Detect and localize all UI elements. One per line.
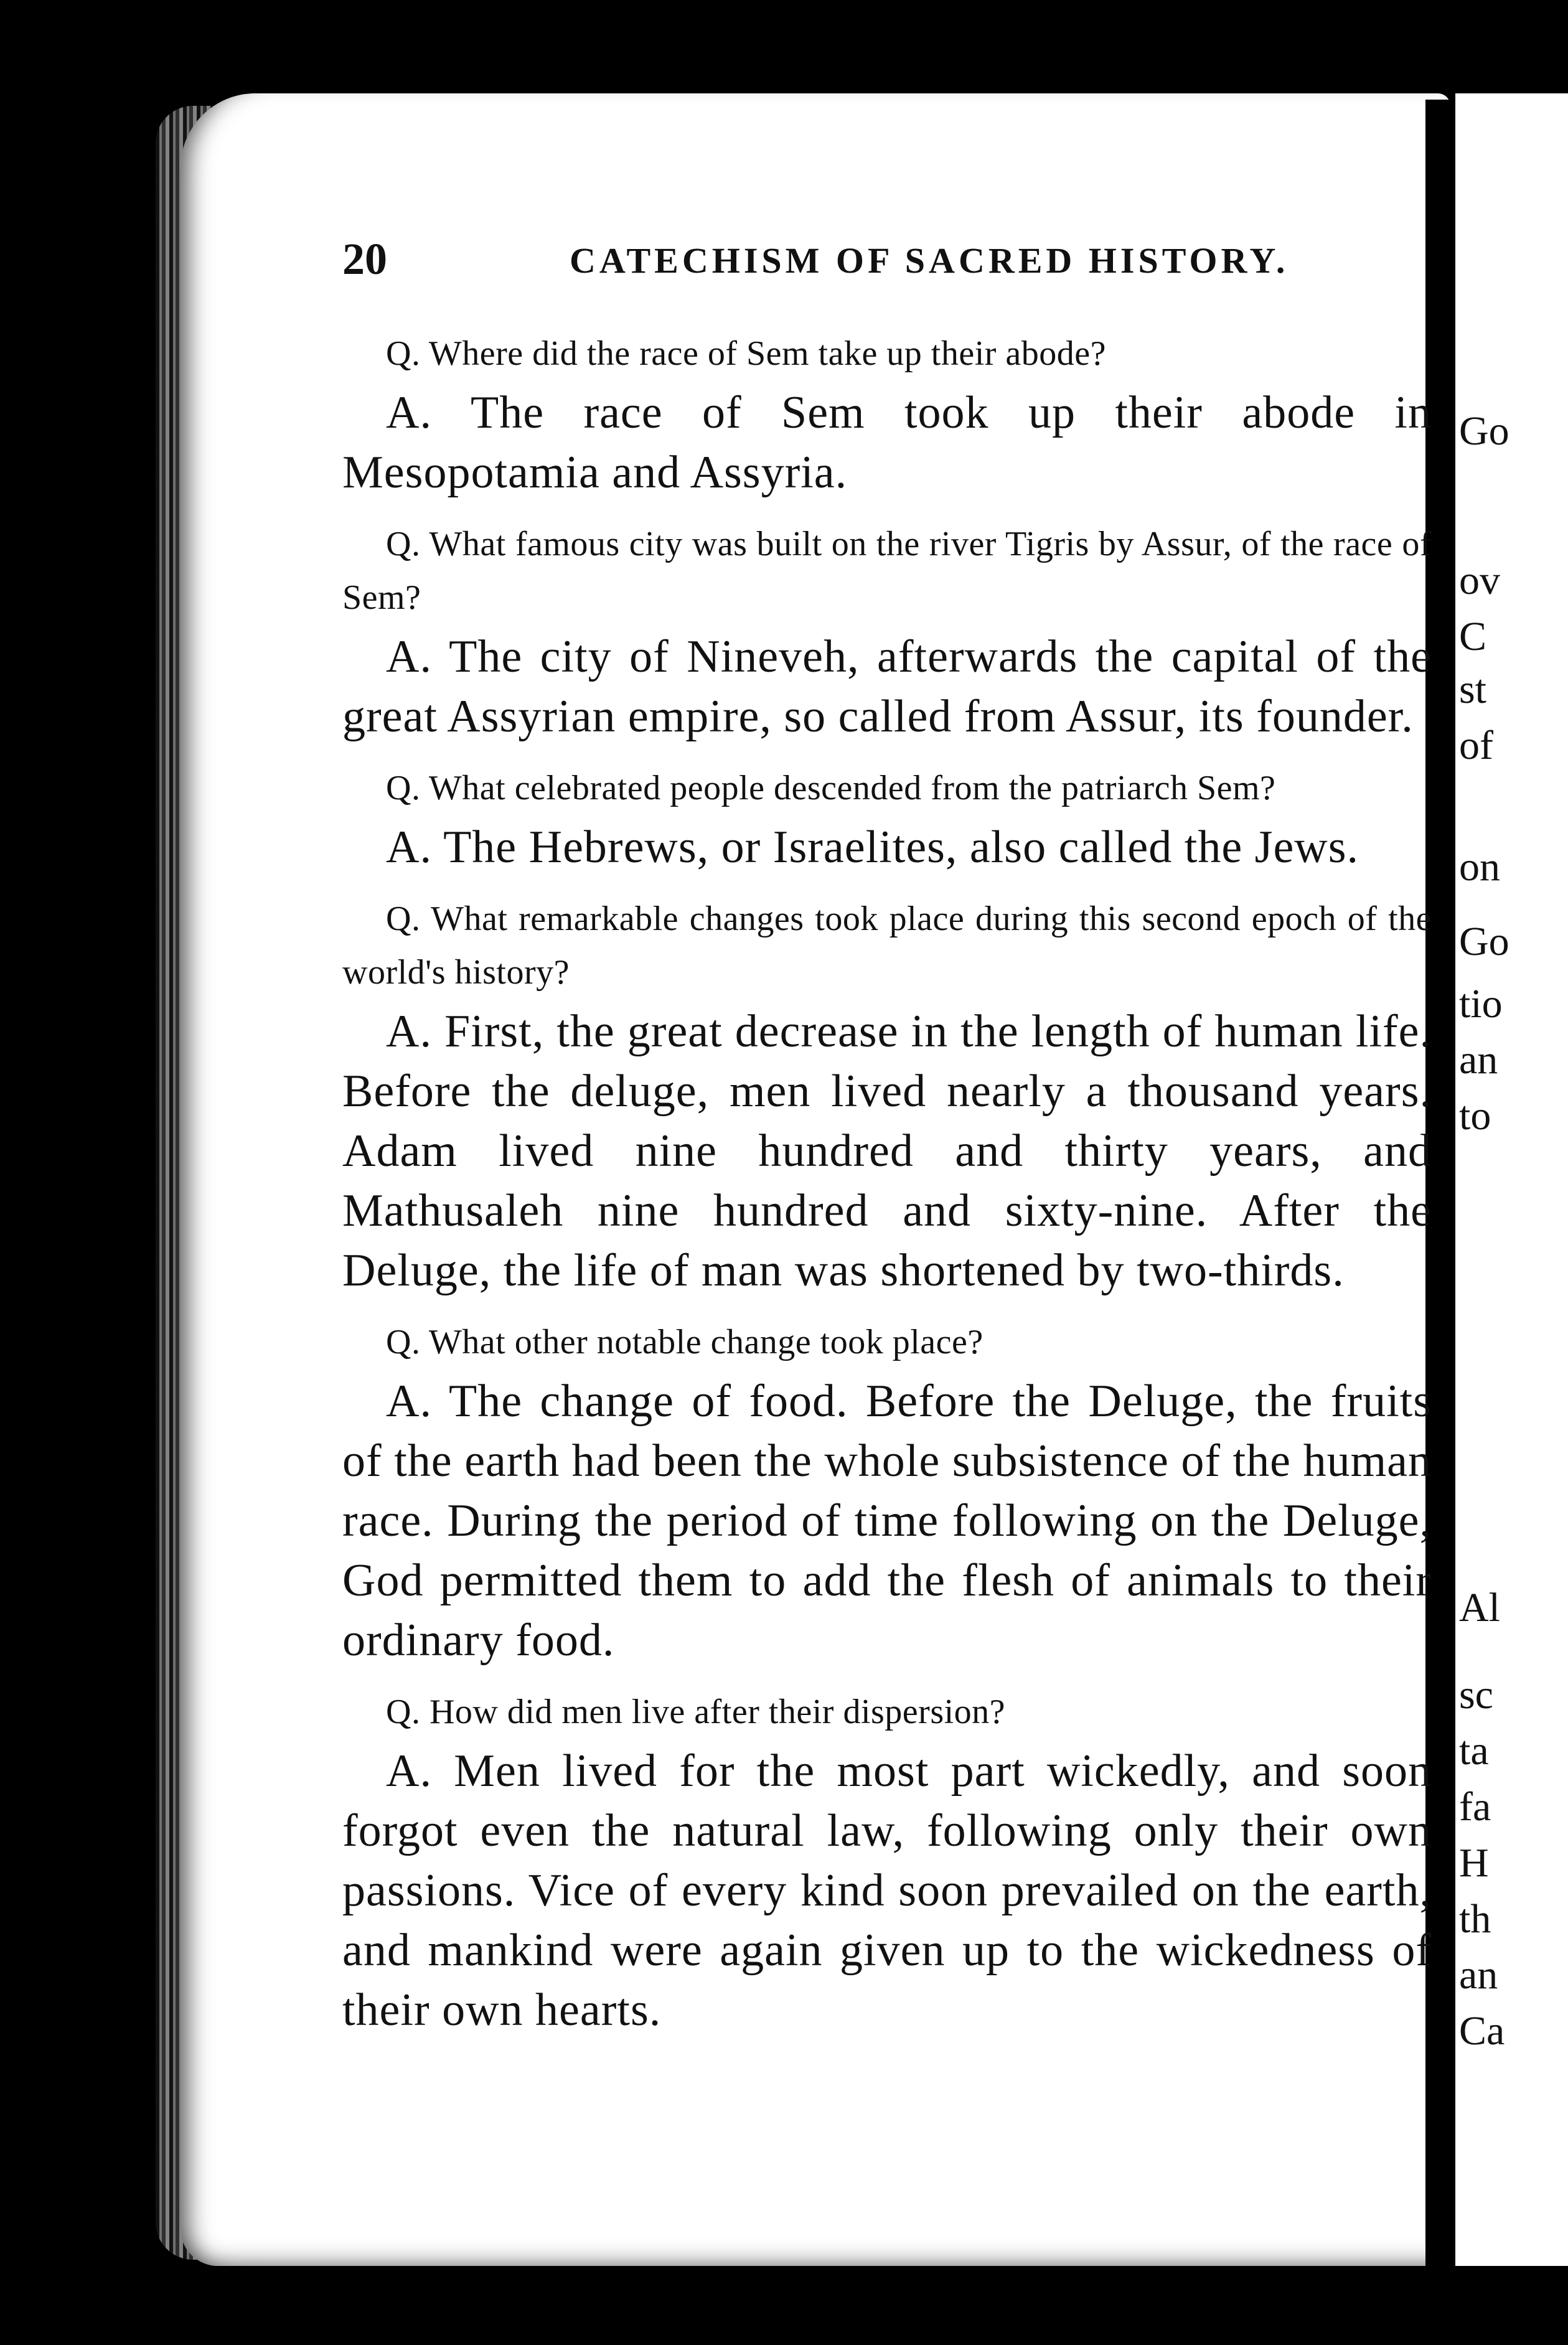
fragment-text: th (1459, 1896, 1491, 1942)
answer: A. The race of Sem took up their abode in Mesopotamia and Assyria. (342, 387, 1432, 498)
answer: A. The change of food. Before the Deluge, the fruits of the earth had been the whole subsistence of the human race. During the period of time following on the Deluge, God permitted them to add the flesh of animals to their ordinary food. (342, 1376, 1432, 1666)
answer: A. The city of Nineveh, afterwards the capital of the great Assyrian empire, so called from Assur, its founder. (342, 631, 1432, 742)
fragment-text: to (1459, 1093, 1491, 1139)
fragment-text: an (1459, 1037, 1498, 1083)
page-number: 20 (342, 234, 387, 284)
question: Q. How did men live after their dispersion? (386, 1693, 1006, 1731)
answer: A. Men lived for the most part wickedly, and soon forgot even the natural law, following only their own passions. Vice of every kind soon prevailed on the earth, and mankind were again given up to the wickedness of their own hearts. (342, 1746, 1432, 2036)
fragment-text: on (1459, 844, 1500, 890)
answer: A. The Hebrews, or Israelites, also called the Jews. (386, 822, 1359, 873)
fragment-text: fa (1459, 1784, 1491, 1830)
fragment-text: st (1459, 667, 1487, 712)
fragment-text: H (1459, 1840, 1489, 1886)
fragment-text: sc (1459, 1672, 1493, 1718)
question: Q. Where did the race of Sem take up their abode? (386, 334, 1106, 373)
fragment-text: Go (1459, 919, 1509, 964)
fragment-text: Ca (1459, 2008, 1505, 2054)
fragment-text: of (1459, 723, 1493, 768)
adjacent-page-fragment (1455, 93, 1568, 2266)
fragment-text: an (1459, 1952, 1498, 1998)
question: Q. What celebrated people descended from the patriarch Sem? (386, 769, 1276, 807)
running-header (342, 233, 1438, 289)
catechism-text (342, 327, 1432, 2055)
fragment-text: ov (1459, 558, 1500, 603)
running-title: CATECHISM OF SACRED HISTORY. (570, 240, 1289, 281)
question: Q. What famous city was built on the river Tigris by Assur, of the race of Sem? (342, 525, 1432, 617)
question: Q. What remarkable changes took place during this second epoch of the world's history? (342, 900, 1432, 992)
fragment-text: tio (1459, 981, 1503, 1027)
question: Q. What other notable change took place? (386, 1323, 984, 1361)
fragment-text: C (1459, 614, 1487, 659)
fragment-text: Al (1459, 1585, 1500, 1630)
fragment-text: ta (1459, 1728, 1489, 1774)
answer: A. First, the great decrease in the length of human life. Before the deluge, men lived nearly a thousand years. Adam lived nine hundred and thirty years, and Mathusaleh nine hundred and sixty-nine. After the Deluge, the life of man was shortened by two-thirds. (342, 1006, 1432, 1296)
fragment-text: Go (1459, 408, 1509, 454)
